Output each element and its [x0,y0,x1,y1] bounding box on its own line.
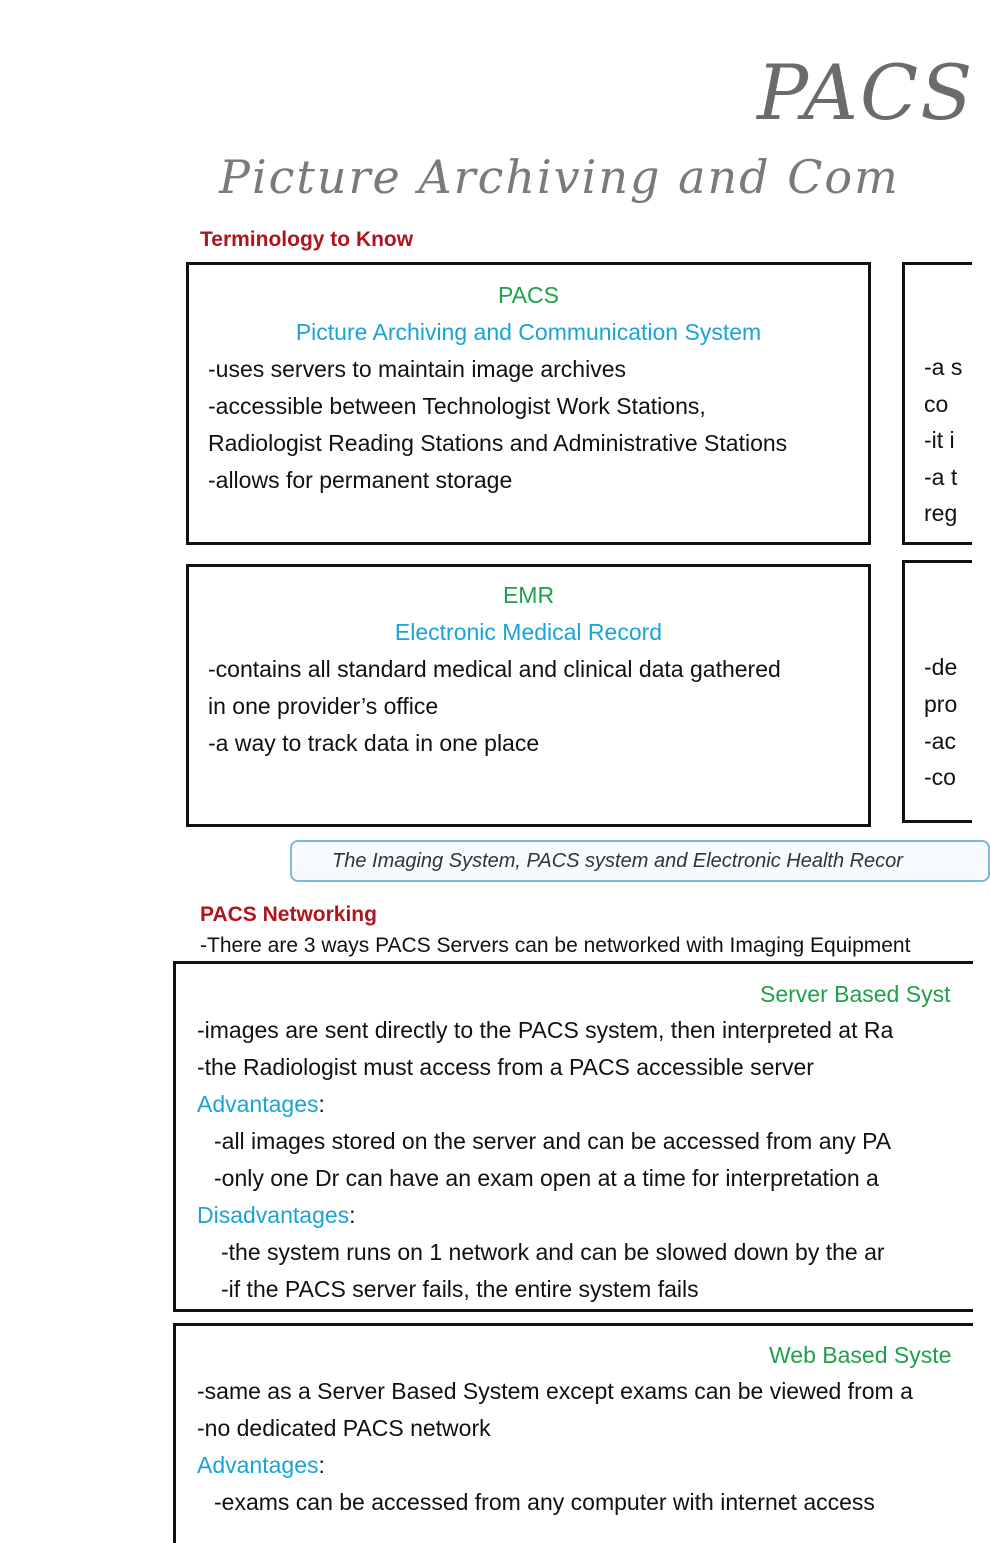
diagram-caption [290,840,990,882]
server-advantages-label: Advantages [197,1091,319,1117]
right-box-2-fragment: pro [924,691,958,717]
page-subtitle: Picture Archiving and Com [219,150,900,204]
web-based-title: Web Based Syste [769,1342,952,1368]
networking-intro: -There are 3 ways PACS Servers can be networked with Imaging Equipment [200,934,911,957]
right-term-box-1 [902,262,972,545]
server-line: -images are sent directly to the PACS system, then interpreted at Ra [197,1017,894,1043]
page-title: PACS [757,48,975,137]
server-advantage: -all images stored on the server and can be accessed from any PA [214,1128,892,1154]
right-box-1-fragment: co [924,391,949,417]
pacs-full-name: Picture Archiving and Communication System [295,319,762,345]
right-box-1-fragment: reg [924,500,958,526]
web-advantages-label: Advantages [197,1452,319,1478]
pacs-term-box [186,262,871,545]
server-based-title: Server Based Syst [760,981,951,1007]
web-based-box: Web Based Syste -same as a Server Based System except exams can be viewed from a -no dedicated PACS network Advantages: -exams can be accessed from any computer with internet access [173,1323,973,1543]
emr-line: -a way to track data in one place [208,730,540,756]
right-box-1-fragment: -a s [924,354,963,380]
right-box-2-fragment: -co [924,764,956,790]
networking-heading: PACS Networking [200,903,377,926]
right-term-box-2 [902,560,972,823]
server-disadvantages-label: Disadvantages [197,1202,350,1228]
server-line: -the Radiologist must access from a PACS accessible server [197,1054,814,1080]
emr-full-name: Electronic Medical Record [394,619,663,645]
emr-term-box [186,564,871,827]
pacs-line: -allows for permanent storage [208,467,513,493]
emr-term: EMR [502,582,555,608]
server-disadvantage: -the system runs on 1 network and can be slowed down by the ar [221,1239,885,1265]
right-box-2-fragment: -ac [924,728,956,754]
emr-line: in one provider’s office [208,693,439,719]
server-advantage: -only one Dr can have an exam open at a time for interpretation a [214,1165,879,1191]
terminology-heading: Terminology to Know [200,228,414,251]
pacs-term: PACS [498,282,559,308]
emr-line: -contains all standard medical and clinical data gathered [208,656,781,682]
server-based-box: Server Based Syst -images are sent directly to the PACS system, then interpreted at Ra -the Radiologist must access from a PACS accessible server Advantages: -all images stored on the server and can be accessed from any PA -only one Dr can have an exam open at a time for interpretation a Disadvantages: -the system runs on 1 network and can be slowed down by the ar -if the PACS server fails, the entire system fails [173,961,973,1312]
right-box-2-fragment: -de [924,654,958,680]
web-line: -same as a Server Based System except exams can be viewed from a [197,1378,913,1404]
pacs-line: Radiologist Reading Stations and Administrative Stations [208,430,788,456]
web-advantage: -exams can be accessed from any computer with internet access [214,1489,875,1515]
pacs-line: -accessible between Technologist Work Stations, [208,393,706,419]
right-box-1-fragment: -a t [924,464,958,490]
right-box-1-fragment: -it i [924,427,955,453]
web-line: -no dedicated PACS network [197,1415,491,1441]
caption-text: The Imaging System, PACS system and Electronic Health Recor [332,850,903,872]
server-disadvantage: -if the PACS server fails, the entire system fails [221,1276,699,1302]
pacs-line: -uses servers to maintain image archives [208,356,626,382]
